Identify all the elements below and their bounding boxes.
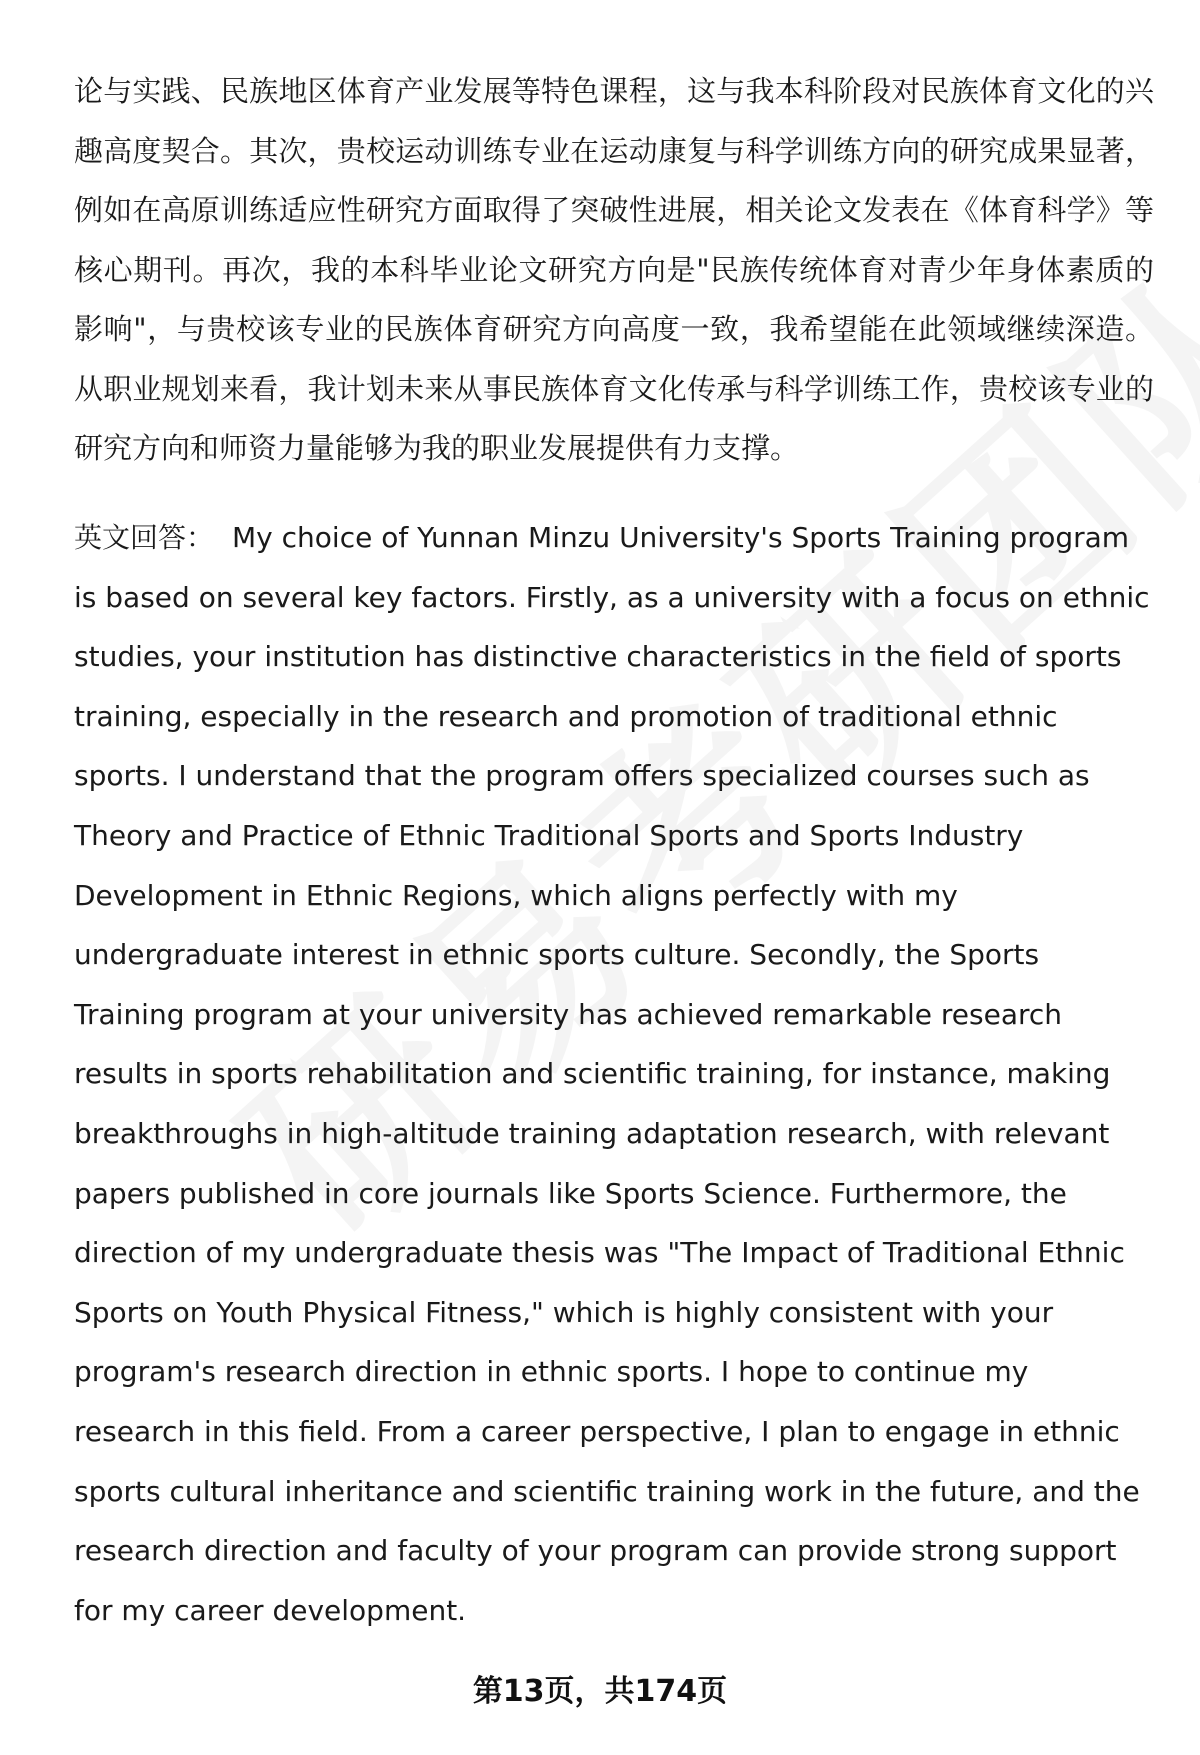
page-number-footer: 第13页，共174页 — [472, 1674, 728, 1709]
english-answer-text: My choice of Yunnan Minzu University's Sports Training program is based on several key factors. Firstly, as a university with a focus on ethnic studies, your institution has distinctive characteristics in the field of sports training, especially in the research and promotion of traditional ethnic sports. I understand that the program offers specialized courses such as Theory and Practice of Ethnic Traditional Sports and Sports Industry Development in Ethnic Regions, which aligns perfectly with my undergraduate interest in ethnic sports culture. Secondly, the Sports Training program at your university has achieved remarkable research results in sports rehabilitation and scientific training, for instance, making breakthroughs in high-altitude training adaptation research, with relevant papers published in core journals like Sports Science. Furthermore, the direction of my undergraduate thesis was "The Impact of Traditional Ethnic Sports on Youth Physical Fitness," which is highly consistent with your program's research direction in ethnic sports. I hope to continue my research in this field. From a career perspective, I plan to engage in ethnic sports cultural inheritance and scientific training work in the future, and the research direction and faculty of your program can provide strong support for my career development. — [74, 521, 1150, 1627]
english-answer-paragraph — [74, 508, 1154, 1640]
english-answer-label: 英文回答： — [74, 521, 215, 554]
chinese-answer-paragraph: 论与实践、民族地区体育产业发展等特色课程，这与我本科阶段对民族体育文化的兴趣高度契合。其次，贵校运动训练专业在运动康复与科学训练方向的研究成果显著，例如在高原训练适应性研究方面取得了突破性进展，相关论文发表在《体育科学》等核心期刊。再次，我的本科毕业论文研究方向是"民族传统体育对青少年身体素质的影响"，与贵校该专业的民族体育研究方向高度一致，我希望能在此领域继续深造。从职业规划来看，我计划未来从事民族体育文化传承与科学训练工作，贵校该专业的研究方向和师资力量能够为我的职业发展提供有力支撑。 — [74, 74, 1154, 465]
